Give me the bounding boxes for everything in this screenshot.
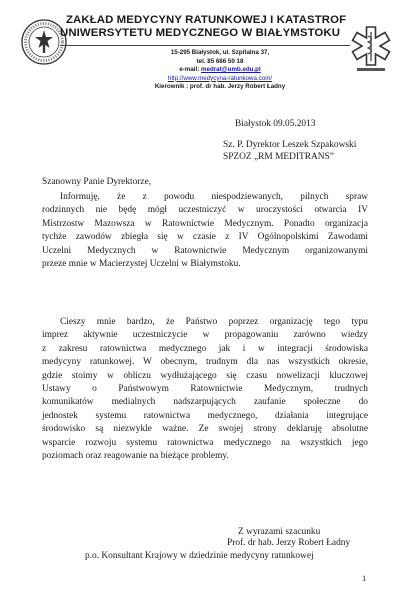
recipient-line1: Sz. P. Dyrektor Leszek Szpakowski (223, 140, 357, 150)
paragraph-line: tychże zawodów zbiegła się w czasie z IV Ogólnopolskimi Zawodami (42, 232, 368, 243)
closing-block (227, 527, 350, 549)
paragraph-line: komunikatów medialnych nadszarpujących zaufanie społeczne do (42, 397, 368, 408)
letterhead-contact (100, 49, 340, 92)
letterhead-divider (60, 45, 350, 46)
paragraph-line: Mistrzostw Mazowsza w Ratownictwie Medycznym. Ponadto organizacja (42, 218, 368, 229)
paragraph-line: środowisko są niezwykle ważne. Ze swojej strony deklaruję absolutne (42, 424, 368, 435)
paragraph-line: przeze mnie w Macierzystej Uczelni w Białymstoku. (42, 258, 241, 269)
paragraph-line: z zakresu ratownictwa medycznego jak i w integracji środowiska (42, 343, 368, 354)
salutation: Szanowny Panie Dyrektorze, (42, 177, 152, 187)
paragraph-line: Ustawy o Państwowym Ratownictwie Medycznym, trudnych (42, 383, 368, 394)
signatory-name: Prof. dr hab. Jerzy Robert Ładny (227, 538, 351, 548)
recipient-block (223, 140, 356, 163)
closing-phrase: Z wyrazami szacunku (238, 527, 321, 537)
paragraph-line: jednostek systemu ratownictwa medycznego, działania integrujące (42, 410, 368, 421)
letterhead-address: 15-295 Białystok, ul. Szpitalna 37, (170, 49, 270, 56)
paragraph-line: rodzinnych nie będę mógł uczestniczyć w uroczystości otwarcia IV (42, 205, 368, 216)
paragraph-1 (42, 191, 368, 271)
page-number: 1 (362, 573, 367, 583)
letterhead-title-line1: ZAKŁAD MEDYCYNY RATUNKOWEJ I KATASTROF (66, 14, 347, 26)
email-label: e-mail: (179, 66, 200, 74)
letterhead-title (60, 14, 360, 40)
recipient-line2: SPZOZ „RM MEDITRANS” (223, 151, 334, 162)
paragraph-line: medycyny ratunkowej. W obecnym, trudnym dla nas wszystkich okresie, (42, 357, 368, 368)
paragraph-2 (42, 316, 368, 463)
email-link[interactable]: medrat@umb.edu.pl (201, 66, 261, 74)
letterhead-title-line2: UNIWERSYTETU MEDYCZNEGO W BIAŁYMSTOKU (60, 27, 341, 39)
letterhead-phone: tel. 85 686 50 18 (196, 57, 244, 65)
paragraph-line: imprez aktywnie uczestniczycie w propagowaniu zarówno wiedzy (42, 330, 368, 341)
letterhead-head-of-department: Kierownik : prof. dr hab. Jerzy Robert Ładny (154, 83, 286, 91)
paragraph-line: wsparcie rozwoju systemu ratownictwa medycznego na wszystkich jego (42, 437, 368, 448)
paragraph-line: poziomach oraz reagowanie na bieżące problemy. (42, 450, 229, 461)
website-link[interactable]: http://www.medycyna-ratunkowa.com/ (167, 74, 273, 82)
letterhead-email-line (100, 66, 340, 75)
paragraph-line: Uczelni Medycznych w Ratownictwie Medycznym organizowanymi (42, 245, 368, 256)
letter-date: Białystok 09.05.2013 (235, 119, 316, 129)
signatory-role: p.o. Konsultant Krajowy w dziedzinie medycyny ratunkowej (85, 551, 314, 561)
paragraph-line: Cieszy mnie bardzo, że Państwo poprzez organizację tego typu (60, 317, 368, 327)
paragraph-line: gdzie stoimy w obliczu wydłużającego się czasu nowelizacji kluczowej (42, 370, 368, 381)
paragraph-line: Informuję, że z powodu niespodziewanych, pilnych spraw (60, 192, 368, 202)
